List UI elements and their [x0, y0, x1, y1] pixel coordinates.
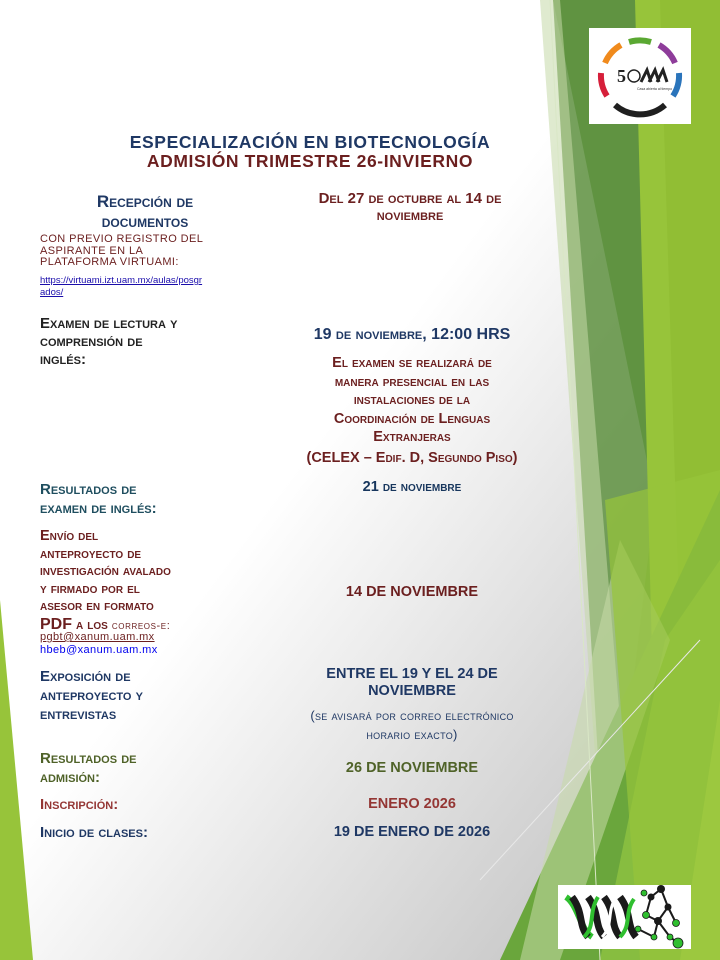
link-line[interactable]: ados/ [40, 287, 64, 298]
label-line: Recepción de [96, 192, 194, 211]
detail-line: Extranjeras [373, 429, 451, 445]
svg-text:5: 5 [617, 66, 626, 86]
value-line: NOVIEMBRE [368, 683, 456, 699]
label-exposicion [40, 667, 260, 724]
label-line: comprensión de [40, 333, 143, 350]
label-line: anteproyecto de [40, 545, 142, 562]
uam-50-logo [589, 28, 691, 124]
note-line: ASPIRANTE EN LA [40, 244, 144, 257]
detail-line: manera presencial en las [334, 373, 490, 390]
value-resultados-admision: 26 DE NOVIEMBRE [345, 760, 479, 776]
label-line: documentos [101, 212, 189, 231]
detail-line: instalaciones de la [353, 392, 471, 408]
label-examen [40, 315, 270, 369]
link-line[interactable]: https://virtuami.izt.uam.mx/aulas/posgr [40, 275, 203, 286]
detail-line: (CELEX – Edif. D, Segundo Piso) [306, 449, 518, 466]
label-line: anteproyecto y [40, 687, 143, 704]
label-line: Resultados de [40, 481, 137, 498]
detail-line: Coordinación de Lenguas [333, 410, 491, 427]
label-anteproyecto [40, 528, 270, 635]
biotechnology-dna-network-logo-icon [558, 885, 691, 949]
value-exposicion [262, 666, 562, 700]
note-line: PLATAFORMA VIRTUAMI: [40, 256, 179, 268]
note-registro [40, 234, 255, 269]
label-line: entrevistas [40, 706, 117, 723]
value-inicio-clases: 19 DE ENERO DE 2026 [333, 824, 491, 840]
pdf-text: PDF [40, 615, 72, 633]
label-resultados-ingles [40, 480, 260, 518]
label-recepcion [40, 192, 250, 232]
program-title: ESPECIALIZACIÓN EN BIOTECNOLOGÍA [129, 132, 491, 152]
email-pgbt[interactable]: pgbt@xanum.uam.mx [40, 631, 155, 643]
label-line: Exposición de [40, 668, 131, 685]
value-line: ENTRE EL 19 Y EL 24 DE [326, 666, 498, 682]
virtuami-link[interactable] [40, 275, 255, 299]
label-line: asesor en formato [40, 598, 154, 614]
label-line: admisión: [40, 769, 100, 786]
note-line: (se avisará por correo electrónico [310, 708, 514, 723]
value-recepcion [270, 190, 550, 224]
to-text: a los [72, 616, 112, 633]
detail-examen [262, 354, 562, 467]
label-line: Resultados de [40, 750, 137, 767]
value-inscripcion: ENERO 2026 [368, 796, 456, 812]
value-line: noviembre [376, 207, 444, 224]
uam-50-anniversary-logo-icon [589, 28, 691, 124]
label-line: Envío del [40, 528, 99, 544]
email-list [40, 631, 260, 657]
label-inicio-clases: Inicio de clases: [40, 824, 148, 841]
value-line: Del 27 de octubre al 14 de [318, 190, 502, 207]
label-line: investigación avalado [40, 563, 171, 579]
admission-period-title: ADMISIÓN TRIMESTRE 26-INVIERNO [146, 151, 474, 171]
emails-label: correos-e: [111, 619, 171, 632]
svg-text:Casa abierta al tiempo: Casa abierta al tiempo [637, 87, 673, 91]
value-resultados-ingles: 21 de noviembre [362, 479, 462, 495]
label-resultados-admision [40, 749, 260, 787]
note-line: CON PREVIO REGISTRO DEL [40, 233, 204, 245]
email-hbeb[interactable]: hbeb@xanum.uam.mx [40, 644, 158, 656]
detail-line: El examen se realizará de [332, 355, 492, 371]
note-line: horario exacto) [366, 727, 458, 742]
label-inscripcion: Inscripción: [40, 796, 119, 813]
value-examen: 19 de noviembre, 12:00 HRS [313, 326, 511, 343]
label-line: y firmado por el [40, 580, 140, 597]
label-line: inglés: [40, 351, 86, 368]
note-exposicion [262, 706, 562, 744]
value-anteproyecto: 14 DE NOVIEMBRE [345, 584, 479, 600]
label-line: examen de inglés: [40, 500, 157, 517]
label-line: Examen de lectura y [40, 315, 178, 332]
biotech-logo [558, 885, 691, 949]
